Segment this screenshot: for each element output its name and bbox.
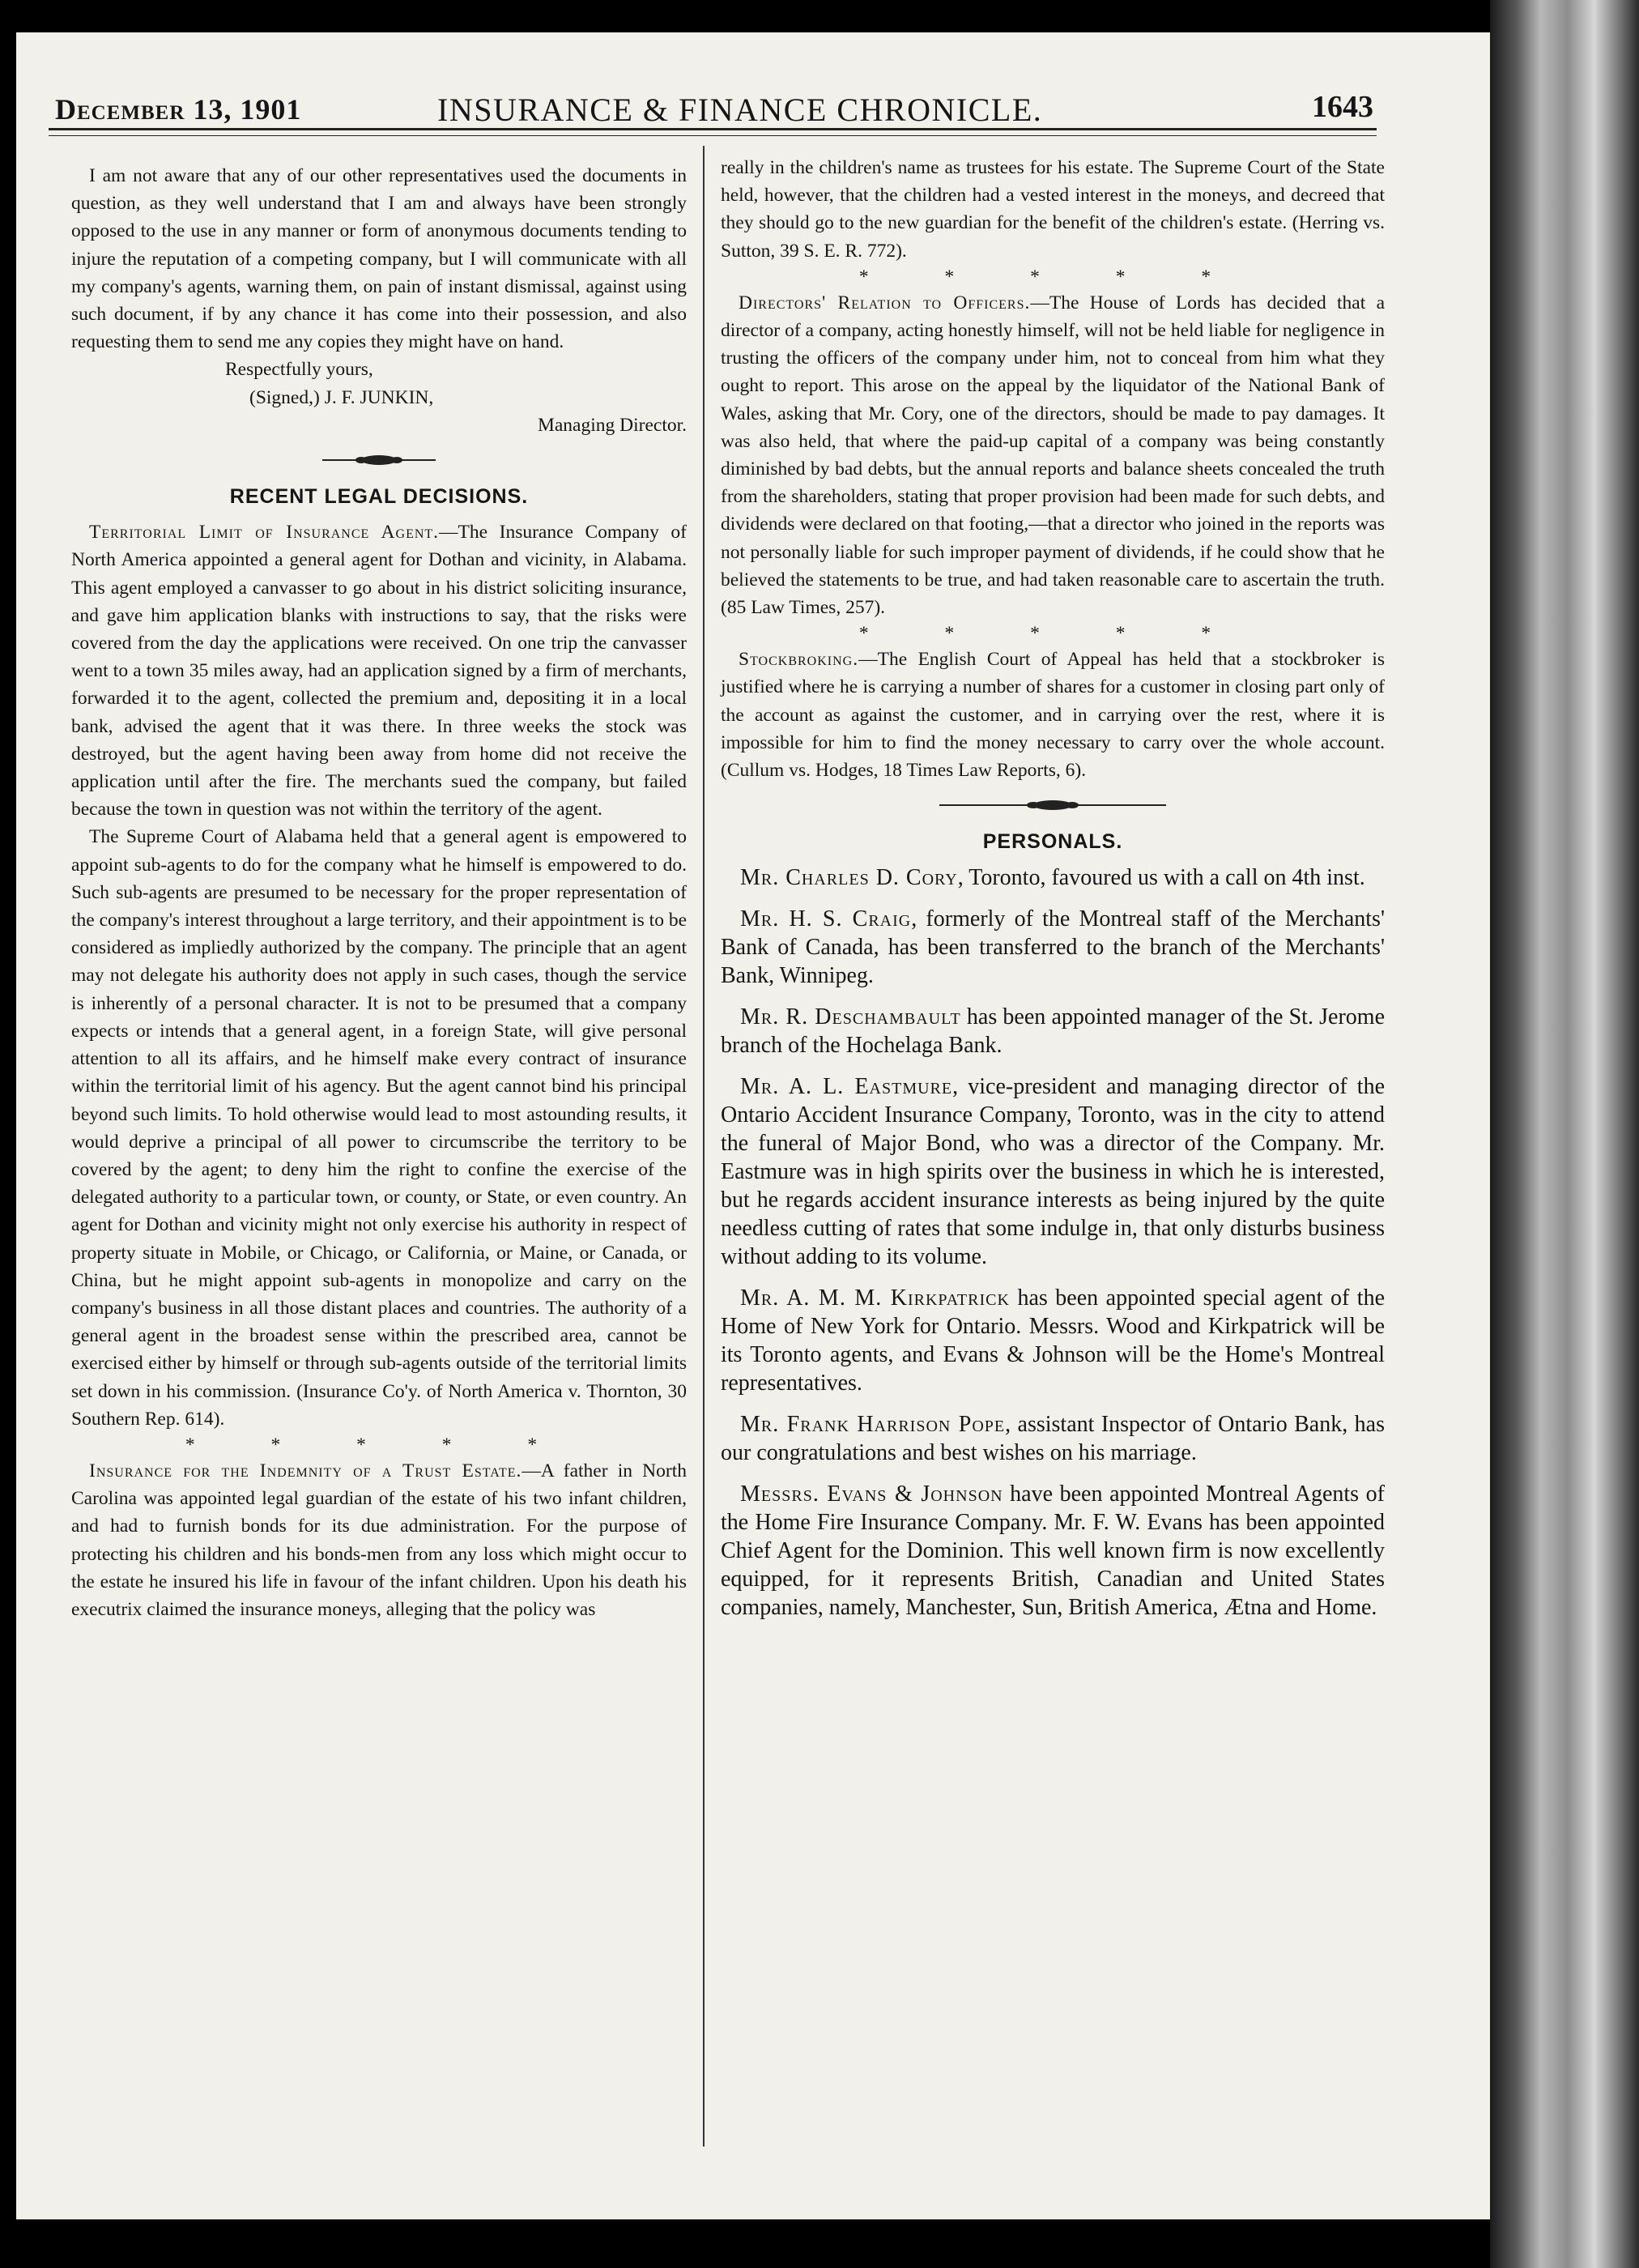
column-divider (703, 146, 705, 2146)
personal-item (721, 1072, 1385, 1271)
personal-item (721, 1410, 1385, 1467)
ornament-divider-icon (939, 799, 1166, 812)
territorial-limit-paragraph (71, 518, 687, 823)
publication-title: INSURANCE & FINANCE CHRONICLE. (437, 92, 1043, 128)
directors-body: —The House of Lords has decided that a director of a company, acting honestly himself, will not be held liable for negligence in trusting the officers of the company under him, not to conceal from him what they ought to report. This arose on the appeal by the liquidator of the National Bank of Wales, asking that Mr. Cory, one of the directors, should be made to pay damages. It was also held, that where the paid-up capital of a company was being constantly diminished by bad debts, but the annual reports and balance sheets concealed the truth from the shareholders, stating that proper provision had been made for such debts, and dividends were declared on that footing,—that a director who joined in the reports was not personally liable for such improper payment of dividends, if he could show that he believed the statements to be true, and had taken reasonable care to ascertain the truth. (85 Law Times, 257). (721, 292, 1385, 619)
alabama-court-paragraph: The Supreme Court of Alabama held that a general agent is empowered to appoint sub-agents to do for the company what he himself is empowered to do. Such sub-agents are presumed to be necessary for the proper representation of the company's interest throughout a large territory, and their appointment is to be considered as impliedly authorized by the company. The principle that an agent may not delegate his authority does not apply in such cases, though the service is inherently of a personal character. It is not to be presumed that a company expects or intends that a general agent, in a foreign State, will give personal attention to all its affairs, and he himself make every contract of insurance within the territorial limit of his agency. But the agent cannot bind his principal beyond such limits. To hold otherwise would lead to most astounding results, it would deprive a principal of all power to circumscribe the territory to be covered by the agent; to deny him the right to confine the exercise of the delegated authority to a particular town, or county, or State, or even country. An agent for Dothan and vicinity might not only exercise his authority in respect of property situate in Mobile, or Chicago, or California, or Maine, or Canada, or China, but he might appoint sub-agents in monopolize and carry on the company's business in all those distant places and countries. The authority of a general agent in the broadest sense within the prescribed area, cannot be exercised either by himself or through sub-agents outside of the territorial limits set down in his commission. (Insurance Co'y. of North America v. Thornton, 30 Southern Rep. 614). (71, 826, 687, 1430)
trust-estate-title: Insurance for the Indemnity of a Trust Estate. (89, 1460, 522, 1481)
territorial-limit-title: Territorial Limit of Insurance Agent. (89, 522, 440, 544)
trust-estate-body: —A father in North Carolina was appointed legal guardian of the estate of his two infant children, and had to furnish bonds for its due administration. For the purpose of protecting his children and his bonds-men from any loss which might occur to the estate he insured his life in favour of the infant children. Upon his death his executrix claimed the insurance moneys, alleging that the policy was (71, 1460, 688, 1620)
letter-text: I am not aware that any of our other representatives used the documents in question, as they well understand that I am and always have been strongly opposed to the use in any manner or form of anonymous documents tending to injure the reputation of a competing company, but I will communicate with all my company's agents, warning them, on pain of instant dismissal, against using such document, if by any chance it has come into their possession, and also requesting them to send me any copies they might have on hand. (71, 165, 687, 353)
personal-text: , assistant Inspector of Ontario Bank, has our congratulations and best wishes on his marriage. (721, 1412, 1385, 1466)
ornament-divider-icon (322, 454, 436, 467)
letter-closing: Respectfully yours, (225, 359, 373, 381)
stockbroking-paragraph (721, 646, 1385, 784)
section-stars: * * * * * (185, 1434, 573, 1456)
book-spine-edge (1490, 0, 1639, 2268)
personal-text: has been appointed manager of the St. Jerome branch of the Hochelaga Bank. (721, 1004, 1385, 1059)
personal-name: Mr. Charles D. Cory (740, 865, 958, 891)
trust-estate-continuation: really in the children's name as trustees for his estate. The Supreme Court of the State held, however, that the children had a vested interest in the moneys, and decreed that they should go to the new guardian for the benefit of the children's estate. (Herring vs. Sutton, 39 S. E. R. 772). (721, 157, 1385, 262)
letter-signer-title: Managing Director. (537, 414, 687, 436)
page-header (40, 70, 1385, 126)
left-column (71, 162, 687, 1623)
section-stars: * * * * * (858, 623, 1247, 645)
directors-paragraph (721, 289, 1385, 621)
personals-heading: PERSONALS. (982, 830, 1123, 854)
trust-estate-paragraph (71, 1457, 687, 1623)
personal-item (721, 863, 1385, 892)
personal-name: Messrs. Evans & Johnson (740, 1481, 1003, 1507)
personal-text: , formerly of the Montreal staff of the Merchants' Bank of Canada, has been transferred to the branch of the Merchants' Bank, Winnipeg. (721, 906, 1385, 989)
personal-item (721, 1480, 1385, 1622)
personal-name: Mr. A. M. M. Kirkpatrick (740, 1285, 1010, 1311)
stockbroking-body: —The English Court of Appeal has held that a stockbroker is justified where he is carrying a number of shares for a customer in closing part only of the account as against the customer, and in carrying over the rest, where it is impossible for him to find the money necessary to carry over the whole account. (Cullum vs. Hodges, 18 Times Law Reports, 6). (721, 649, 1385, 782)
right-column (721, 154, 1385, 1635)
personal-text: , vice-president and managing director of the Ontario Accident Insurance Company, Toronto, was in the city to attend the funeral of Major Bond, who was a director of the Company. Mr. Eastmure was in high spirits over the business in which he is interested, but he regards accident insurance interests as being injured by the quite needless cutting of rates that some indulge in, that only disturbs business without adding to its volume. (721, 1074, 1386, 1270)
personal-text: has been appointed special agent of the Home of New York for Ontario. Messrs. Wood and Kirkpatrick will be its Toronto agents, and Evans & Johnson will be the Home's Montreal representatives. (721, 1285, 1386, 1396)
header-date: December 13, 1901 (55, 93, 302, 126)
personal-item (721, 1284, 1385, 1397)
letter-signature: (Signed,) J. F. JUNKIN, (249, 386, 434, 408)
page-number: 1643 (1312, 90, 1373, 124)
personal-text: have been appointed Montreal Agents of the Home Fire Insurance Company. Mr. F. W. Evans has been appointed Chief Agent for the Dominion. This well known firm is now excellently equipped, for it represents British, Canadian and United States companies, namely, Manchester, Sun, British America, Ætna and Home. (721, 1481, 1385, 1621)
stockbroking-title: Stockbroking. (739, 649, 859, 671)
personal-name: Mr. A. L. Eastmure (740, 1074, 953, 1100)
personal-item (721, 1003, 1385, 1059)
section-stars: * * * * * (858, 266, 1247, 288)
personal-name: Mr. Frank Harrison Pope (740, 1412, 1006, 1438)
directors-title: Directors' Relation to Officers. (739, 292, 1031, 313)
personal-text: , Toronto, favoured us with a call on 4th inst. (957, 865, 1365, 891)
personal-name: Mr. R. Deschambault (740, 1004, 961, 1030)
header-rule (49, 128, 1377, 136)
territorial-limit-body: —The Insurance Company of North America appointed a general agent for Dothan and vicinity, in Alabama. This agent employed a canvasser to go about in his district soliciting insurance, and gave him application blanks with instructions to say, that the risks were covered from the day the applications were received. On one trip the canvasser went to a town 35 miles away, had an application signed by a firm of merchants, forwarded it to the agent, collected the premium and, depositing it in a local bank, advised the agent that it was there. In three weeks the stock was destroyed, but the agent having been away from home did not receive the application until after the fire. The merchants sued the company, but failed because the town in question was not within the territory of the agent. (71, 522, 687, 821)
legal-decisions-heading: RECENT LEGAL DECISIONS. (229, 485, 529, 509)
personal-name: Mr. H. S. Craig (740, 906, 912, 932)
newspaper-page (16, 32, 1490, 2219)
personal-item (721, 905, 1385, 990)
